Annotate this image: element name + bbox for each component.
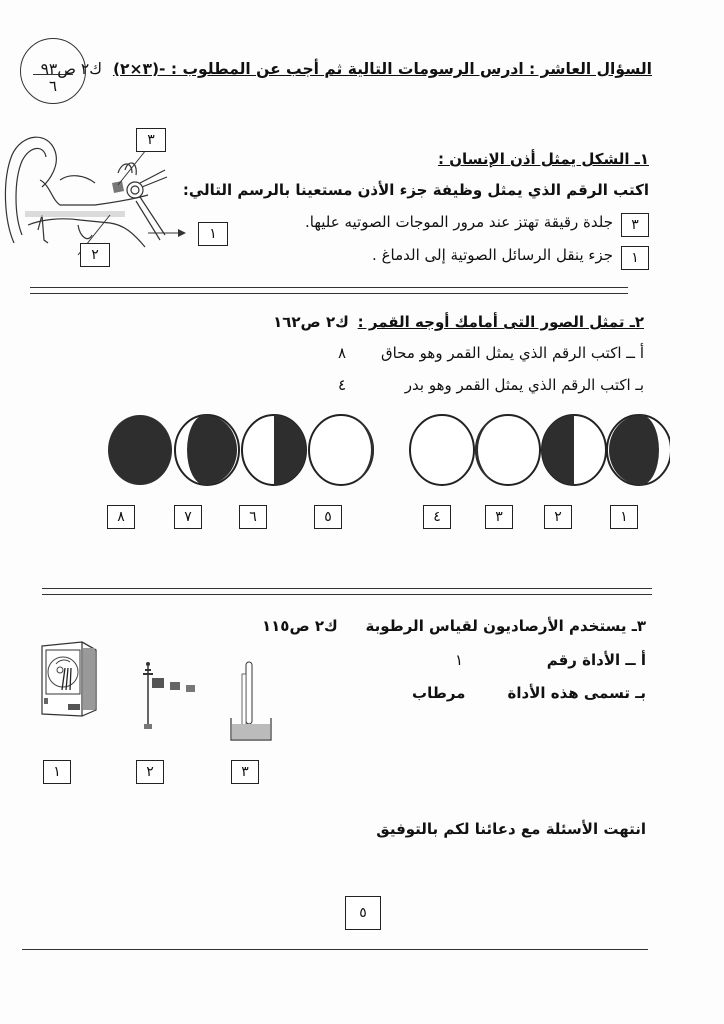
q3-b-answer[interactable]: مرطاب xyxy=(412,684,466,702)
question-header xyxy=(41,60,652,78)
moon-label-1: ١ xyxy=(610,505,638,529)
q3-b-text: بـ تسمى هذه الأداة xyxy=(507,684,646,702)
q2-a-answer[interactable]: ٨ xyxy=(338,344,347,362)
ear-label-3: ٣ xyxy=(136,128,166,152)
moon-7 xyxy=(175,415,239,485)
q2-b-text: بـ اكتب الرقم الذي يمثل القمر وهو بدر xyxy=(404,376,644,394)
moon-2 xyxy=(542,415,606,485)
header-ref: ك٢ ص٩٣ xyxy=(40,60,102,78)
moon-label-2: ٢ xyxy=(544,505,572,529)
q1-heading: ١ـ الشكل يمثل أذن الإنسان : xyxy=(437,150,649,168)
moon-5 xyxy=(309,415,374,485)
moon-8 xyxy=(108,415,172,485)
score-total: ٦ xyxy=(48,77,58,95)
q3-a-answer[interactable]: ١ xyxy=(455,651,464,669)
moon-label-3: ٣ xyxy=(485,505,513,529)
tool-label-2: ٢ xyxy=(136,760,164,784)
moon-label-8: ٨ xyxy=(107,505,135,529)
tool-thermometer-icon xyxy=(228,660,274,745)
q2-ref: ك٢ ص١٦٢ xyxy=(273,313,349,331)
moon-3 xyxy=(475,415,540,485)
q2-heading-row xyxy=(273,313,644,331)
bottom-rule xyxy=(22,949,648,950)
ear-label-2: ٢ xyxy=(80,243,110,267)
separator-1 xyxy=(30,287,628,294)
q1-item-2-text: جزء ينقل الرسائل الصوتية إلى الدماغ . xyxy=(372,246,613,264)
moon-6 xyxy=(242,415,306,485)
moon-label-4: ٤ xyxy=(423,505,451,529)
closing-text: انتهت الأسئلة مع دعائنا لكم بالتوفيق xyxy=(376,820,646,838)
q1-answer-box-2[interactable]: ١ xyxy=(621,246,649,270)
q2-b-answer[interactable]: ٤ xyxy=(338,376,347,394)
page-number: ٥ xyxy=(345,896,381,930)
q2-heading: ٢ـ تمثل الصور التى أمامك أوجه القمر : xyxy=(357,313,644,331)
tool-label-1: ١ xyxy=(43,760,71,784)
moon-1 xyxy=(607,415,670,485)
q2-a-text: أ ــ اكتب الرقم الذي يمثل القمر وهو محاق xyxy=(380,344,644,362)
q3-ref: ك٢ ص١١٥ xyxy=(262,617,338,635)
q1-instruction: اكتب الرقم الذي يمثل وظيفة جزء الأذن مستعينا بالرسم التالي: xyxy=(182,181,649,199)
q1-answer-box-1[interactable]: ٣ xyxy=(621,213,649,237)
moon-label-6: ٦ xyxy=(239,505,267,529)
tool-label-3: ٣ xyxy=(231,760,259,784)
tool-hygrometer-icon xyxy=(38,638,100,718)
header-title: السؤال العاشر : ادرس الرسومات التالية ثم أجب عن المطلوب : -(٣×٢) xyxy=(112,60,652,78)
moon-label-7: ٧ xyxy=(174,505,202,529)
moon-phases xyxy=(90,410,670,490)
arrow-head-icon xyxy=(178,229,186,237)
separator-2 xyxy=(42,588,652,595)
q3-a-text: أ ــ الأداة رقم xyxy=(546,651,646,669)
tool-wind-vane-icon xyxy=(136,660,206,732)
moon-4 xyxy=(410,415,474,485)
moon-label-5: ٥ xyxy=(314,505,342,529)
q1-item-1-text: جلدة رقيقة تهتز عند مرور الموجات الصوتيه عليها. xyxy=(304,213,613,231)
ear-label-1: ١ xyxy=(198,222,228,246)
q3-heading: ٣ـ يستخدم الأرصاديون لقياس الرطوبة xyxy=(365,617,646,635)
